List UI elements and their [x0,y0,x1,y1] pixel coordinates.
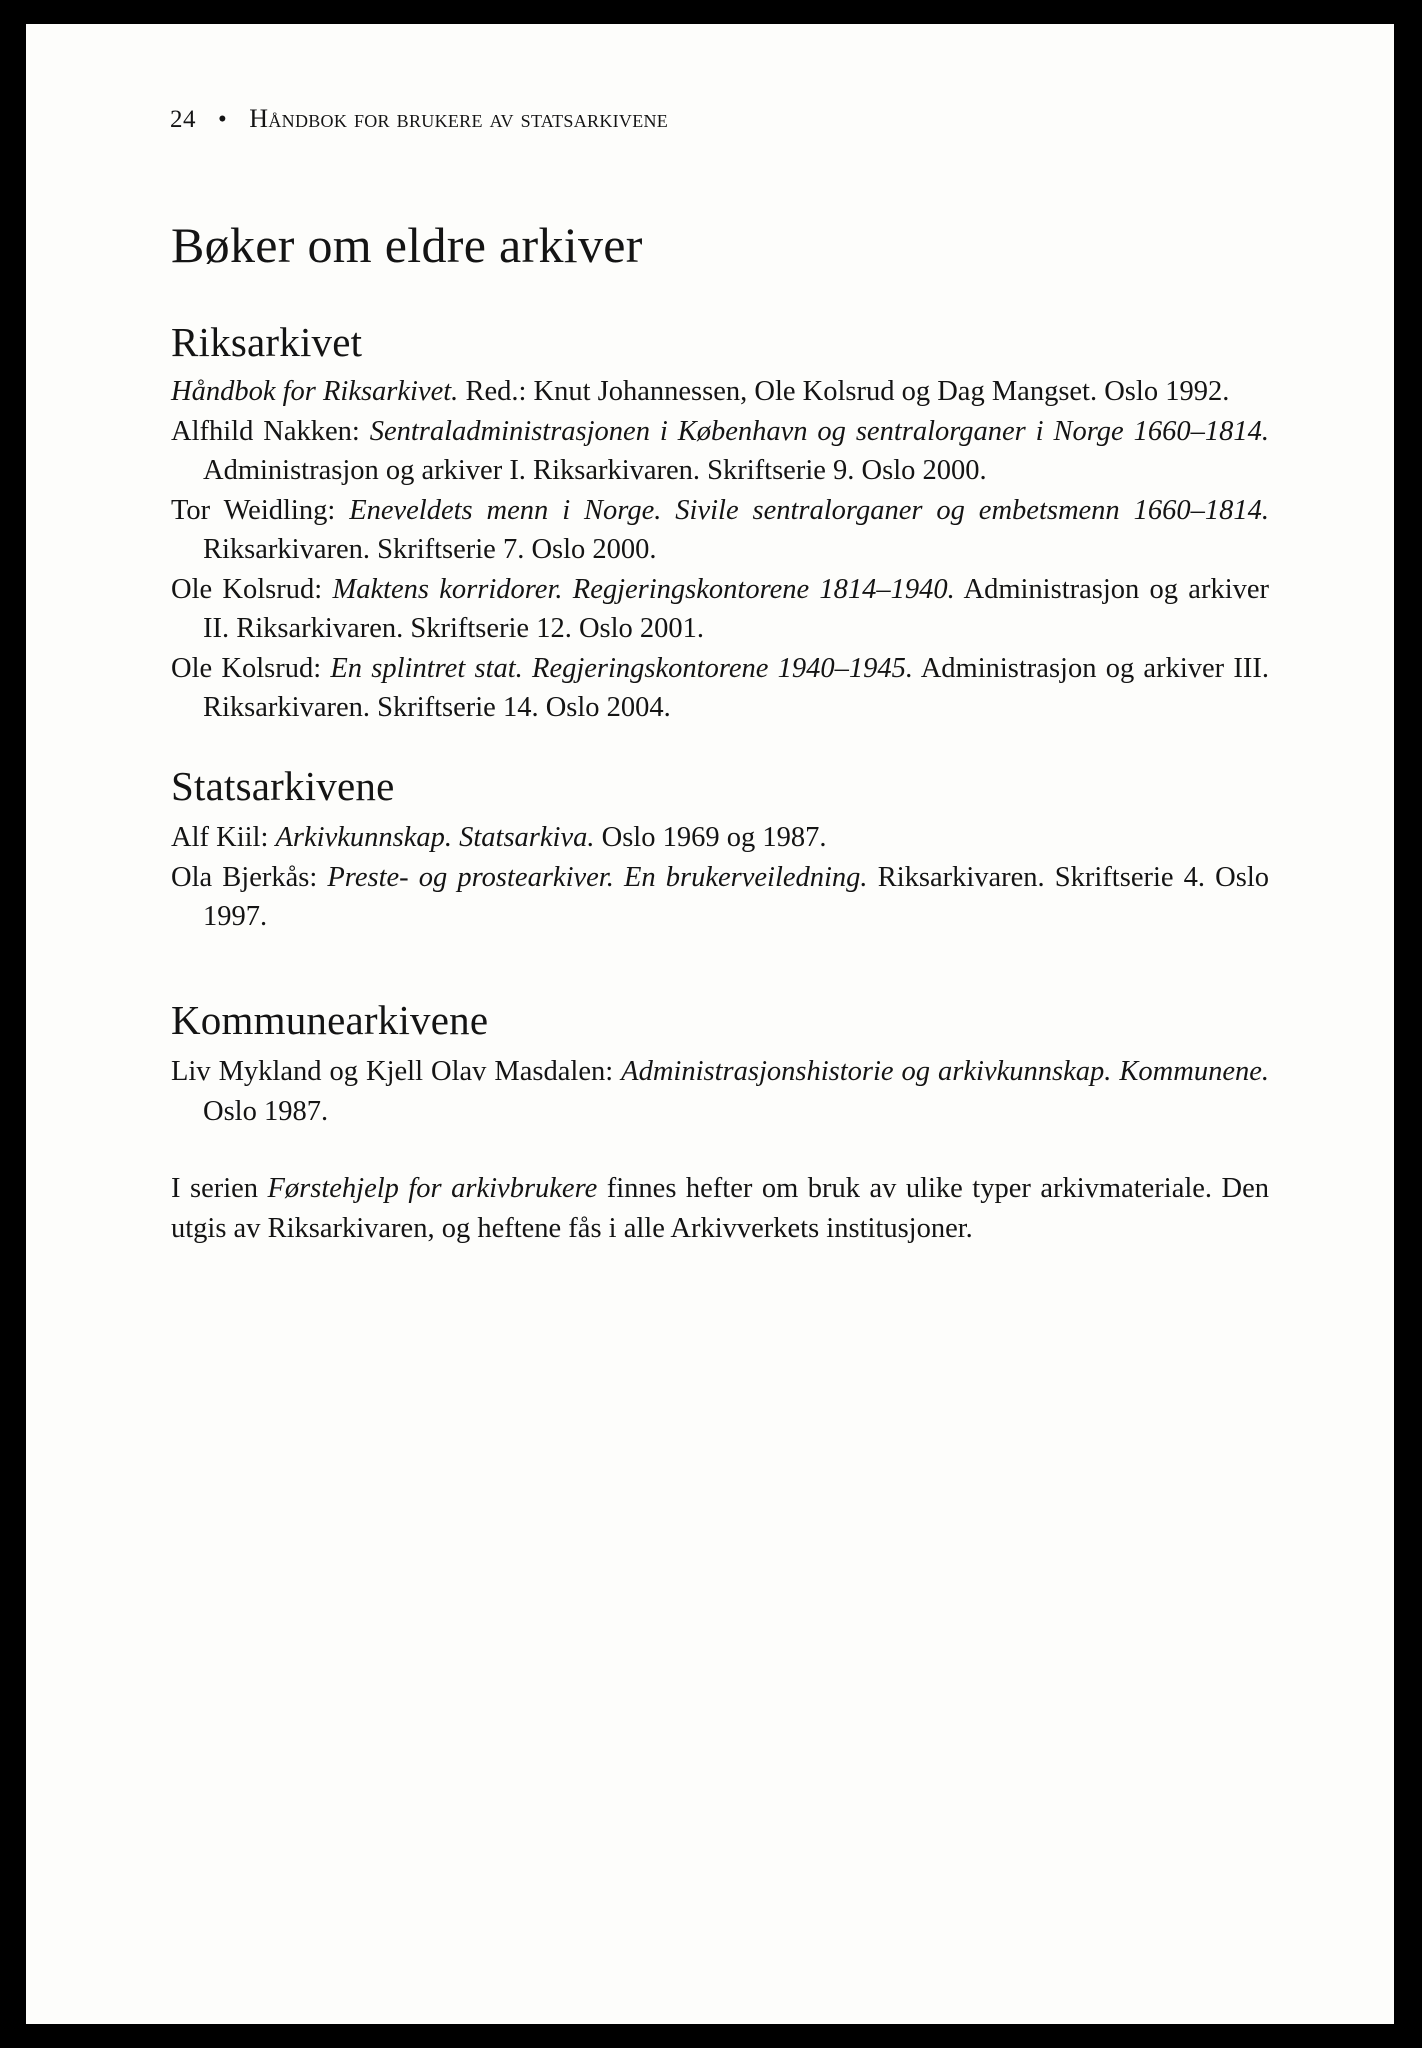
reference-list-statsarkivene [171,818,1269,937]
ref-author: Tor Weidling: [171,494,350,526]
ref-work-title: En splintret stat. Regjeringskontorene 1940–1945. [330,652,914,684]
closing-paragraph [171,1169,1269,1248]
ref-author: Ola Bjerkås: [171,861,328,893]
section-title-statsarkivene: Statsarkivene [171,763,395,809]
ref-details: Administrasjon og arkiver II. Riksarkivaren. Skriftserie 12. Oslo 2001. [203,573,1269,644]
chapter-title: Bøker om eldre arkiver [171,217,643,273]
running-head [170,104,668,134]
section-title-riksarkivet: Riksarkivet [171,319,363,365]
header-bullet: • [218,106,228,133]
ref-author: Alf Kiil: [171,822,276,853]
ref-author: Ole Kolsrud: [171,652,331,684]
ref-details: Riksarkivaren. Skriftserie 7. Oslo 2000. [203,534,657,565]
ref-work-title: Sentraladministrasjonen i København og sentralorganer i Norge 1660–1814. [369,415,1269,447]
ref-work-title: Håndbok for Riksarkivet. [171,376,459,407]
closing-text-before: I serien [171,1173,268,1204]
closing-text-after: finnes hefter om bruk av ulike typer arkivmateriale. Den utgis av Riksarkivaren, og heftene fås i alle Arkivverkets institusjoner. [171,1173,1269,1244]
reference-item [171,818,1269,858]
ref-details: Red.: Knut Johannessen, Ole Kolsrud og Dag Mangset. Oslo 1992. [458,376,1230,407]
ref-details: Riksarkivaren. Skriftserie 4. Oslo 1997. [203,861,1269,932]
book-title: Håndbok for brukere av statsarkivene [249,104,669,133]
ref-author: Alfhild Nakken: [171,415,370,447]
series-title: Førstehjelp for arkivbrukere [267,1173,598,1204]
ref-details: Administrasjon og arkiver III. Riksarkivaren. Skriftserie 14. Oslo 2004. [203,652,1269,723]
reference-item [171,649,1269,728]
ref-details: Oslo 1987. [203,1095,329,1127]
page-number: 24 [170,106,196,133]
ref-details: Administrasjon og arkiver I. Riksarkivaren. Skriftserie 9. Oslo 2000. [203,455,987,486]
ref-work-title: Maktens korridorer. Regjeringskontorene 1814–1940. [332,573,955,605]
reference-list-kommunearkivene [171,1052,1269,1131]
reference-list-riksarkivet [171,372,1269,728]
reference-item [171,1052,1269,1131]
reference-item [171,858,1269,937]
ref-work-title: Eneveldets menn i Norge. Sivile sentralorganer og embetsmenn 1660–1814. [349,494,1269,526]
reference-item [171,491,1269,570]
ref-work-title: Arkivkunnskap. Statsarkiva. [275,822,595,853]
reference-item [171,412,1269,491]
ref-work-title: Preste- og prostearkiver. En brukerveiledning. [327,861,868,893]
reference-item [171,570,1269,649]
reference-item [171,372,1269,412]
ref-details: Oslo 1969 og 1987. [594,822,827,853]
ref-work-title: Administrasjonshistorie og arkivkunnskap. Kommunene. [621,1056,1269,1087]
ref-author: Liv Mykland og Kjell Olav Masdalen: [171,1056,622,1087]
section-title-kommunearkivene: Kommunearkivene [171,997,489,1043]
ref-author: Ole Kolsrud: [171,573,333,605]
